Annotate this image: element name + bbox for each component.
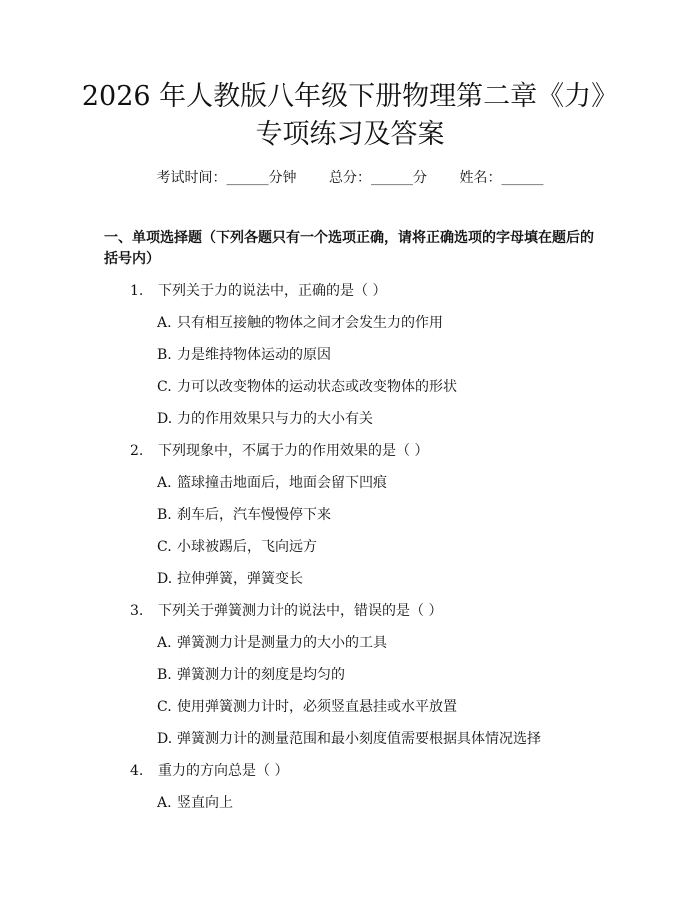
option-letter: A.	[157, 315, 172, 331]
option-text: 小球被踢后，飞向远方	[177, 539, 317, 555]
question-3-option-b	[157, 665, 345, 685]
question-4	[130, 761, 288, 781]
option-letter: A.	[157, 795, 172, 811]
question-3-option-d	[157, 729, 541, 749]
question-1-option-a	[157, 313, 443, 333]
question-2	[130, 441, 428, 461]
question-1-option-b	[157, 345, 331, 365]
question-2-option-d	[157, 569, 303, 589]
option-text: 使用弹簧测力计时，必须竖直悬挂或水平放置	[177, 699, 457, 715]
exam-meta	[0, 168, 700, 188]
option-letter: D.	[157, 571, 173, 587]
question-2-option-b	[157, 505, 331, 525]
question-3-option-c	[157, 697, 457, 717]
document-title	[60, 78, 640, 154]
title-line-2: 专项练习及答案	[255, 119, 445, 150]
question-text: 重力的方向总是（ ）	[158, 763, 289, 779]
option-letter: C.	[157, 699, 172, 715]
question-number: 1.	[130, 283, 144, 299]
question-2-option-a	[157, 473, 387, 493]
option-text: 力是维持物体运动的原因	[177, 347, 331, 363]
question-2-option-c	[157, 537, 317, 557]
option-text: 弹簧测力计的测量范围和最小刻度值需要根据具体情况选择	[177, 731, 541, 747]
question-1	[130, 281, 386, 301]
option-letter: B.	[157, 347, 172, 363]
option-letter: B.	[157, 507, 172, 523]
option-text: 力可以改变物体的运动状态或改变物体的形状	[177, 379, 457, 395]
option-letter: A.	[157, 475, 172, 491]
question-3-option-a	[157, 633, 387, 653]
question-1-option-c	[157, 377, 457, 397]
title-line-1: 2026 年人教版八年级下册物理第二章《力》	[81, 81, 619, 112]
option-letter: C.	[157, 539, 172, 555]
option-text: 弹簧测力计是测量力的大小的工具	[177, 635, 387, 651]
option-text: 篮球撞击地面后，地面会留下凹痕	[177, 475, 387, 491]
option-text: 拉伸弹簧，弹簧变长	[177, 571, 303, 587]
question-3	[130, 601, 442, 621]
question-1-option-d	[157, 409, 373, 429]
question-number: 3.	[130, 603, 144, 619]
question-text: 下列关于力的说法中，正确的是（ ）	[158, 283, 387, 299]
option-text: 力的作用效果只与力的大小有关	[177, 411, 373, 427]
question-text: 下列现象中，不属于力的作用效果的是（ ）	[158, 443, 429, 459]
option-letter: D.	[157, 731, 173, 747]
option-text: 只有相互接触的物体之间才会发生力的作用	[177, 315, 443, 331]
section-heading-single-choice: 一、单项选择题（下列各题只有一个选项正确，请将正确选项的字母填在题后的括号内）	[104, 230, 594, 267]
question-number: 4.	[130, 763, 144, 779]
option-letter: B.	[157, 667, 172, 683]
option-letter: D.	[157, 411, 173, 427]
total-score: 总分：______分	[329, 170, 427, 186]
option-letter: A.	[157, 635, 172, 651]
option-letter: C.	[157, 379, 172, 395]
option-text: 刹车后，汽车慢慢停下来	[177, 507, 331, 523]
student-name: 姓名：______	[459, 170, 544, 186]
option-text: 竖直向上	[177, 795, 233, 811]
question-text: 下列关于弹簧测力计的说法中，错误的是（ ）	[158, 603, 443, 619]
question-number: 2.	[130, 443, 144, 459]
exam-time: 考试时间：______分钟	[156, 170, 297, 186]
question-4-option-a	[157, 793, 233, 813]
option-text: 弹簧测力计的刻度是均匀的	[177, 667, 345, 683]
